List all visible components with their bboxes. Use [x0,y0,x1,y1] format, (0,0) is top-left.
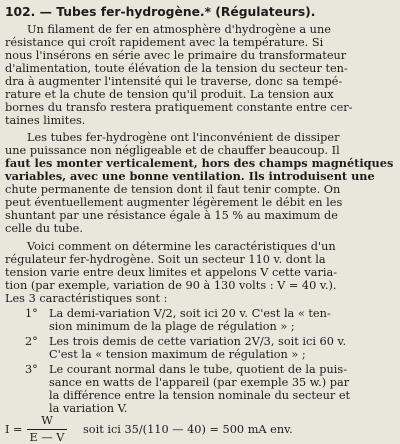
paragraph-2-line: shuntant par une résistance égale à 15 % au maximum de [5,209,338,222]
paragraph-1-line: Un filament de fer en atmosphère d'hydrogène a une [27,23,331,36]
formula [5,414,395,444]
formula-denominator: E — V [29,431,65,444]
list-number: 3° [25,363,38,376]
list-item-line: Le courant normal dans le tube, quotient de la puis- [49,363,348,376]
list-item-line: Les trois demis de cette variation 2V/3, soit ici 60 v. [49,335,347,348]
paragraph-2-line: celle du tube. [5,222,83,235]
paragraph-1-line: bornes du transfo restera pratiquement constante entre cer- [5,101,353,114]
paragraph-3-line: tension varie entre deux limites et appelons V cette varia- [5,266,338,279]
paragraph-1-line: taines limites. [5,114,86,127]
paragraph-2-line: Les tubes fer-hydrogène ont l'inconvénient de dissiper [27,131,340,144]
formula-fraction [27,414,67,444]
paragraph-1-line: dra à augmenter l'intensité qui le traverse, donc sa tempé- [5,75,343,88]
paragraph-1-line: rature et la chute de tension qu'il produit. La tension aux [5,88,334,101]
list-item-line: sance en watts de l'appareil (par exemple 35 w.) par [49,376,350,389]
list-item-line: sion minimum de la plage de régulation » ; [49,320,295,333]
paragraph-3-line: Les 3 caractéristiques sont : [5,292,168,305]
formula-rhs: soit ici 35/(110 — 40) = 500 mA env. [83,423,293,436]
paragraph-3-line: tion (par exemple, variation de 90 à 130 volts : V = 40 v.). [5,279,337,292]
list-item-line: la variation V. [49,402,128,415]
paragraph-2-line: une puissance non négligeable et de chauffer beaucoup. Il [5,144,340,157]
list-item-line: la différence entre la tension nominale du secteur et [49,389,351,402]
list-number: 1° [25,307,38,320]
list-item-line: C'est la « tension maximum de régulation » ; [49,348,306,361]
paragraph-1-line: d'alimentation, toute élévation de la tension du secteur ten- [5,62,348,75]
paragraph-3-line: Voici comment on détermine les caractéristiques d'un [27,240,336,253]
section-heading: 102. — Tubes fer-hydrogène.* (Régulateurs). [5,5,316,19]
paragraph-2-line: faut les monter verticalement, hors des champs magnétiques [5,156,394,170]
list-number: 2° [25,335,38,348]
paragraph-3-line: régulateur fer-hydrogène. Soit un secteur 110 v. dont la [5,253,326,266]
formula-numerator: W [41,414,53,427]
paragraph-2-line: peut éventuellement augmenter légèrement le débit en les [5,196,343,209]
paragraph-2-line: variables, avec une bonne ventilation. Ils introduisent une [5,169,375,183]
fraction-bar [27,429,67,430]
formula-lhs: I = [5,423,23,436]
list-item-line: La demi-variation V/2, soit ici 20 v. C'est la « ten- [49,307,331,320]
paragraph-2-line: chute permanente de tension dont il faut tenir compte. On [5,183,341,196]
paragraph-1-line: résistance qui croît rapidement avec la température. Si [5,36,324,49]
paragraph-1-line: nous l'insérons en série avec le primaire du transformateur [5,49,347,62]
